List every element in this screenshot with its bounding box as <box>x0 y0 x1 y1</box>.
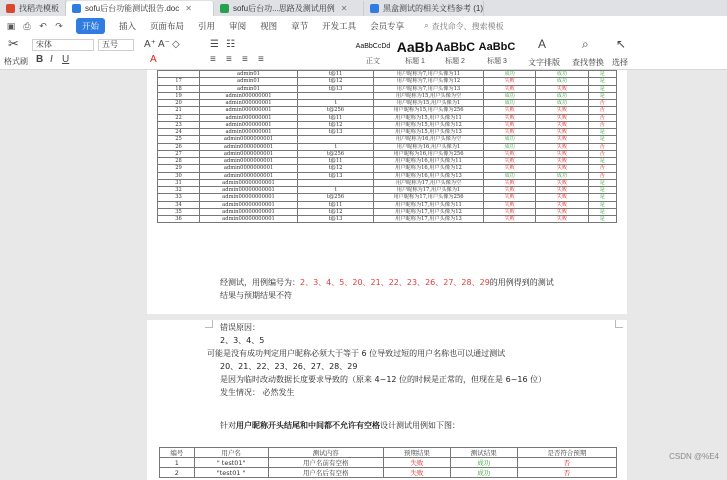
table-cell: t@11 <box>298 158 374 165</box>
table-cell: 失败 <box>484 114 536 121</box>
table-cell: 失败 <box>484 165 536 172</box>
italic-icon[interactable]: I <box>50 54 53 65</box>
table-cell: admin00000000001 <box>200 194 298 201</box>
table-cell: 用户昵称为17,用户头像为13 <box>374 216 484 223</box>
table-cell: t <box>298 143 374 150</box>
table-cell: 用户昵称为16,用户头像为空 <box>374 136 484 143</box>
table-cell: 失败 <box>536 129 588 136</box>
table-cell: 否 <box>588 107 616 114</box>
font-name-select[interactable] <box>32 39 94 51</box>
table-row <box>158 143 617 150</box>
clear-format-icon[interactable]: ◇ <box>172 39 180 50</box>
undo-icon[interactable]: ↶ <box>39 21 47 31</box>
table-cell: 失败 <box>536 85 588 92</box>
table-cell: 30 <box>158 172 200 179</box>
table-cell: admin000000001 <box>200 121 298 128</box>
table-header-cell: 测试内容 <box>268 448 383 458</box>
table-cell: 成功 <box>536 172 588 179</box>
table-cell: 失败 <box>536 165 588 172</box>
menu-bar <box>0 16 727 36</box>
table-cell: 否 <box>588 143 616 150</box>
table-cell: 用户昵称为16,用户头像为256 <box>374 150 484 157</box>
table-cell: 18 <box>158 85 200 92</box>
table-cell: t@12 <box>298 78 374 85</box>
table-cell: 22 <box>158 114 200 121</box>
table-row <box>158 150 617 157</box>
table-row <box>158 158 617 165</box>
table-cell: 26 <box>158 143 200 150</box>
table-cell: 用户昵称为17,用户头像为空 <box>374 179 484 186</box>
table-row <box>158 85 617 92</box>
table-cell: 失败 <box>536 114 588 121</box>
table-cell: admin01 <box>200 78 298 85</box>
menu-member[interactable]: 会员专享 <box>370 21 405 31</box>
wps-logo-icon <box>6 4 15 13</box>
table-row <box>158 179 617 186</box>
table-cell: t@11 <box>298 114 374 121</box>
table-cell <box>298 92 374 99</box>
table-cell: 用户昵称为15,用户头像为空 <box>374 92 484 99</box>
summary-paragraph <box>220 277 554 288</box>
numbered-list-icon[interactable]: ☷ <box>226 39 235 50</box>
table-cell: admin00000000001 <box>200 208 298 215</box>
table-cell: admin000000001 <box>200 92 298 99</box>
style-label: 标题 3 <box>487 58 507 65</box>
table-cell: 用户名前有空格 <box>268 458 383 468</box>
table-cell: 是 <box>588 85 616 92</box>
redo-icon[interactable]: ↷ <box>55 21 63 31</box>
design-bold: 用户昵称开头结尾和中间都不允许有空格 <box>236 421 380 430</box>
table-cell: 17 <box>158 78 200 85</box>
select-label[interactable]: 选择 <box>612 58 628 67</box>
table-cell: admin0000000001 <box>200 165 298 172</box>
table-cell: 成功 <box>484 100 536 107</box>
command-search[interactable] <box>424 21 503 32</box>
table-cell: 否 <box>588 165 616 172</box>
font-name-value: 宋体 <box>36 40 52 49</box>
table-cell: admin000000001 <box>200 129 298 136</box>
table-cell: admin00000000001 <box>200 216 298 223</box>
table-cell: 失败 <box>536 208 588 215</box>
table-cell: t@13 <box>298 129 374 136</box>
page-corner-mark <box>205 320 213 328</box>
table-row <box>158 165 617 172</box>
table-cell: t@12 <box>298 208 374 215</box>
menu-section[interactable]: 章节 <box>291 21 309 31</box>
table-cell: 失败 <box>484 158 536 165</box>
ribbon-toolbar <box>0 36 727 70</box>
format-painter-label[interactable]: 格式刷 <box>4 57 28 66</box>
table-cell: 失败 <box>484 150 536 157</box>
table-cell: 19 <box>158 92 200 99</box>
table-cell: 失败 <box>536 194 588 201</box>
find-replace-label[interactable]: 查找替换 <box>572 58 604 67</box>
table-cell: 成功 <box>484 143 536 150</box>
table-header-cell: 是否符合预期 <box>517 448 616 458</box>
table-cell: 失败 <box>484 78 536 85</box>
tab-sofu-testcases[interactable] <box>214 1 364 16</box>
table-cell: 是 <box>588 194 616 201</box>
table-cell: t@12 <box>298 165 374 172</box>
table-cell: 否 <box>588 100 616 107</box>
table-cell: 失败 <box>536 187 588 194</box>
error-reason-1: 可能是没有成功判定用户昵称必须大于等于 6 位导致过短的用户名称也可以通过测试 <box>207 349 506 358</box>
table-row <box>158 121 617 128</box>
table-header-cell: 预期结果 <box>383 448 450 458</box>
table-cell: 是 <box>588 187 616 194</box>
table-cell: 失败 <box>536 201 588 208</box>
csdn-watermark: CSDN @%E4 <box>669 452 719 461</box>
table-cell: 是 <box>588 71 616 78</box>
table-cell: 是 <box>588 129 616 136</box>
summary-line-2: 结果与预期结果不符 <box>220 291 292 300</box>
table-cell: 成功 <box>484 136 536 143</box>
table-row <box>158 107 617 114</box>
table-cell: 成功 <box>536 100 588 107</box>
table-cell: 是 <box>588 158 616 165</box>
table-cell: 33 <box>158 194 200 201</box>
table-row <box>158 136 617 143</box>
table-row <box>158 100 617 107</box>
tab-blackbox-docs[interactable] <box>364 1 484 16</box>
table-header-cell: 用户名 <box>194 448 268 458</box>
select-cursor-icon[interactable]: ↖ <box>616 37 627 51</box>
table-cell: 用户昵称为15,用户头像为256 <box>374 107 484 114</box>
table-cell: 失败 <box>536 216 588 223</box>
table-cell: 失败 <box>536 107 588 114</box>
table-row <box>158 92 617 99</box>
table-cell: t@11 <box>298 201 374 208</box>
table-cell: 1 <box>160 458 195 468</box>
text-layout-label[interactable]: 文字排版 <box>528 58 560 67</box>
table-row <box>158 216 617 223</box>
table-cell: 用户昵称为17,用户头像为11 <box>374 201 484 208</box>
table-cell: 失败 <box>484 85 536 92</box>
table-cell: 是 <box>588 208 616 215</box>
table-cell: admin000000001 <box>200 114 298 121</box>
design-intro <box>220 420 460 431</box>
table-cell: 24 <box>158 129 200 136</box>
underline-icon[interactable]: U <box>62 54 70 65</box>
table-cell: 失败 <box>536 158 588 165</box>
menu-review[interactable]: 审阅 <box>229 21 247 31</box>
table-cell: 用户昵称为16,用户头像为11 <box>374 158 484 165</box>
table-row <box>160 458 617 468</box>
menu-references[interactable]: 引用 <box>198 21 216 31</box>
table-cell: 用户昵称为16,用户头像为13 <box>374 172 484 179</box>
menu-layout[interactable]: 页面布局 <box>150 21 185 31</box>
print-icon[interactable]: ⎙ <box>23 21 31 31</box>
text-layout-icon[interactable]: A <box>538 37 547 51</box>
table-cell: 用户昵称为7,用户头像为11 <box>374 71 484 78</box>
table-cell: admin01 <box>200 71 298 78</box>
table-cell <box>298 136 374 143</box>
table-row <box>158 129 617 136</box>
table-cell: t@13 <box>298 216 374 223</box>
table-cell: 成功 <box>484 92 536 99</box>
table-cell: 是 <box>588 78 616 85</box>
align-right-icon[interactable]: ≡ <box>242 54 248 65</box>
table-cell: 用户昵称为7,用户头像为12 <box>374 78 484 85</box>
table-cell: 失败 <box>484 201 536 208</box>
design-prefix: 针对 <box>220 421 236 430</box>
table-cell: 用户昵称为15,用户头像为1 <box>374 100 484 107</box>
table-cell: t@256 <box>298 194 374 201</box>
table-cell: 失败 <box>484 194 536 201</box>
error-reason-title: 错误原因： <box>220 323 260 332</box>
table-row <box>158 114 617 121</box>
tab-templates[interactable] <box>0 1 66 16</box>
table-cell: 否 <box>517 458 616 468</box>
style-heading-3[interactable] <box>474 38 520 68</box>
table-cell: 否 <box>588 150 616 157</box>
table-cell: 失败 <box>484 216 536 223</box>
save-icon[interactable]: ▣ <box>6 21 16 31</box>
table-row <box>160 468 617 478</box>
table-row <box>158 78 617 85</box>
page-corner-mark <box>615 320 623 328</box>
table-cell: t <box>298 100 374 107</box>
table-cell: t@12 <box>298 121 374 128</box>
table-header-row <box>160 448 617 458</box>
font-size-value: 五号 <box>102 40 118 49</box>
font-size-select[interactable] <box>98 39 134 51</box>
table-cell: 20 <box>158 100 200 107</box>
occurrence-line: 发生情况： 必然发生 <box>220 388 295 397</box>
table-cell: 用户昵称为7,用户头像为13 <box>374 85 484 92</box>
style-heading-2[interactable] <box>432 38 478 68</box>
table-cell: 是 <box>588 216 616 223</box>
table-cell: 是 <box>588 201 616 208</box>
table-cell: 失败 <box>536 121 588 128</box>
menu-view[interactable]: 视图 <box>260 21 278 31</box>
bold-icon[interactable]: B <box>36 54 44 65</box>
table-cell: 失败 <box>484 187 536 194</box>
table-header-cell: 测试结果 <box>450 448 517 458</box>
table-cell: 失败 <box>536 136 588 143</box>
table-cell: 用户昵称为15,用户头像为13 <box>374 129 484 136</box>
summary-suffix: 的用例得到的测试 <box>489 278 554 287</box>
table-cell: admin0000000001 <box>200 143 298 150</box>
table-cell: admin00000000001 <box>200 179 298 186</box>
style-sample: AaBbC <box>434 40 475 54</box>
table-cell: 成功 <box>536 92 588 99</box>
table-cell: 36 <box>158 216 200 223</box>
table-cell: 2 <box>160 468 195 478</box>
table-cell: 27 <box>158 150 200 157</box>
word-doc-icon <box>72 4 81 13</box>
table-cell: 是 <box>588 92 616 99</box>
style-label: 正文 <box>366 58 380 65</box>
error-reason-2: 是因为临时改动数据长度要求导致的（原来 4~12 位的时候是正常的，但现在是 6~16 位） <box>220 375 547 384</box>
table-cell: admin0000000001 <box>200 150 298 157</box>
table-row <box>158 208 617 215</box>
search-placeholder: 查找命令、搜索模板 <box>431 21 504 31</box>
table-cell: 35 <box>158 208 200 215</box>
tab-label: sofu后台功...思路及测试用例 <box>233 4 335 13</box>
menu-insert[interactable]: 插入 <box>119 21 137 31</box>
table-cell: 是 <box>588 136 616 143</box>
table-cell: 用户昵称为16,用户头像为12 <box>374 165 484 172</box>
table-cell: 29 <box>158 165 200 172</box>
table-cell: " test01" <box>194 458 268 468</box>
design-suffix: 设计测试用例如下图： <box>380 421 460 430</box>
table-cell: 34 <box>158 201 200 208</box>
table-cell <box>298 179 374 186</box>
table-cell: t@11 <box>298 71 374 78</box>
table-cell: 28 <box>158 158 200 165</box>
table-cell: 成功 <box>450 458 517 468</box>
table-cell: 成功 <box>536 78 588 85</box>
search-icon: ⌕ <box>424 21 429 30</box>
table-cell: 失败 <box>484 208 536 215</box>
table-cell: 否 <box>588 172 616 179</box>
table-cell: 失败 <box>484 107 536 114</box>
word-doc-icon <box>370 4 379 13</box>
failed-case-ids: 2、3、4、5、20、21、22、23、26、27、28、29 <box>300 278 490 287</box>
table-cell: 用户昵称为17,用户头像为1 <box>374 187 484 194</box>
style-label: 标题 1 <box>405 58 425 65</box>
shrink-font-icon[interactable]: A⁻ <box>158 39 170 50</box>
style-sample: AaBbC <box>478 41 516 53</box>
document-page[interactable] <box>147 70 627 314</box>
table-row <box>158 187 617 194</box>
font-color-icon[interactable]: A <box>150 54 157 65</box>
table-header-cell: 编号 <box>160 448 195 458</box>
table-row <box>158 71 617 78</box>
document-canvas[interactable] <box>0 70 727 477</box>
align-center-icon[interactable]: ≡ <box>226 54 232 65</box>
table-cell: admin0000000001 <box>200 172 298 179</box>
space-testcase-table <box>159 447 617 478</box>
table-cell: t@256 <box>298 107 374 114</box>
close-tab-icon[interactable]: ✕ <box>340 4 348 13</box>
test-results-table <box>157 70 617 223</box>
close-tab-icon[interactable]: ✕ <box>185 4 192 13</box>
table-cell: admin000000001 <box>200 100 298 107</box>
table-cell: t@13 <box>298 85 374 92</box>
table-cell: 23 <box>158 121 200 128</box>
table-cell <box>158 71 200 78</box>
style-sample: AaBbCcDd <box>355 43 391 50</box>
table-cell: admin00000000001 <box>200 187 298 194</box>
menu-home[interactable]: 开始 <box>76 18 105 34</box>
table-cell: admin000000001 <box>200 107 298 114</box>
tab-sofu-report[interactable] <box>66 1 214 16</box>
table-cell: 失败 <box>383 458 450 468</box>
table-cell: t@256 <box>298 150 374 157</box>
sheet-doc-icon <box>220 4 229 13</box>
table-cell: 失败 <box>536 150 588 157</box>
table-cell: admin01 <box>200 85 298 92</box>
table-cell: 是 <box>588 179 616 186</box>
style-sample: AaBb <box>396 39 434 55</box>
tab-label: 找稻壳模板 <box>19 4 59 13</box>
error-ids-2: 20、21、22、23、26、27、28、29 <box>220 362 358 371</box>
table-cell: 25 <box>158 136 200 143</box>
tab-label: 黑盒测试的相关文档参考 (1) <box>383 4 483 13</box>
align-left-icon[interactable]: ≡ <box>210 54 216 65</box>
table-cell: 用户名后有空格 <box>268 468 383 478</box>
table-cell: 失败 <box>484 129 536 136</box>
document-tab-bar <box>0 0 727 16</box>
table-row <box>158 194 617 201</box>
table-cell: t <box>298 187 374 194</box>
table-cell: 失败 <box>536 143 588 150</box>
table-cell: 用户昵称为15,用户头像为12 <box>374 121 484 128</box>
table-cell: 失败 <box>383 468 450 478</box>
table-cell: 失败 <box>484 121 536 128</box>
table-cell: 用户昵称为17,用户头像为256 <box>374 194 484 201</box>
table-cell: admin00000000001 <box>200 201 298 208</box>
table-cell: 失败 <box>536 179 588 186</box>
tab-label: sofu后台功能测试报告.doc <box>85 4 180 13</box>
table-cell: 32 <box>158 187 200 194</box>
table-cell: t@13 <box>298 172 374 179</box>
table-cell: 否 <box>588 121 616 128</box>
table-cell: 失败 <box>484 179 536 186</box>
table-cell: 21 <box>158 107 200 114</box>
table-cell: admin0000000001 <box>200 136 298 143</box>
table-cell: 31 <box>158 179 200 186</box>
find-replace-icon[interactable]: ⌕ <box>582 37 589 51</box>
style-normal[interactable] <box>350 38 396 68</box>
table-cell: 成功 <box>484 71 536 78</box>
summary-prefix: 经测试，用例编号为： <box>220 278 300 287</box>
table-cell: admin0000000001 <box>200 158 298 165</box>
table-cell: 否 <box>588 114 616 121</box>
table-cell: 用户昵称为15,用户头像为11 <box>374 114 484 121</box>
document-page[interactable] <box>147 320 627 480</box>
table-cell: 用户昵称为17,用户头像为12 <box>374 208 484 215</box>
table-row <box>158 201 617 208</box>
table-cell: 用户昵称为16,用户头像为1 <box>374 143 484 150</box>
table-cell: 成功 <box>484 172 536 179</box>
menu-developer[interactable]: 开发工具 <box>322 21 357 31</box>
style-label: 标题 2 <box>445 58 465 65</box>
table-row <box>158 172 617 179</box>
table-cell: 否 <box>517 468 616 478</box>
paste-icon[interactable]: ✂ <box>8 36 19 51</box>
table-cell: "test01 " <box>194 468 268 478</box>
bullet-list-icon[interactable]: ☰ <box>210 39 219 50</box>
error-ids-1: 2、3、4、5 <box>220 336 265 345</box>
table-cell: 成功 <box>450 468 517 478</box>
justify-icon[interactable]: ≡ <box>258 54 264 65</box>
grow-font-icon[interactable]: A⁺ <box>144 39 156 50</box>
table-cell: 成功 <box>536 71 588 78</box>
